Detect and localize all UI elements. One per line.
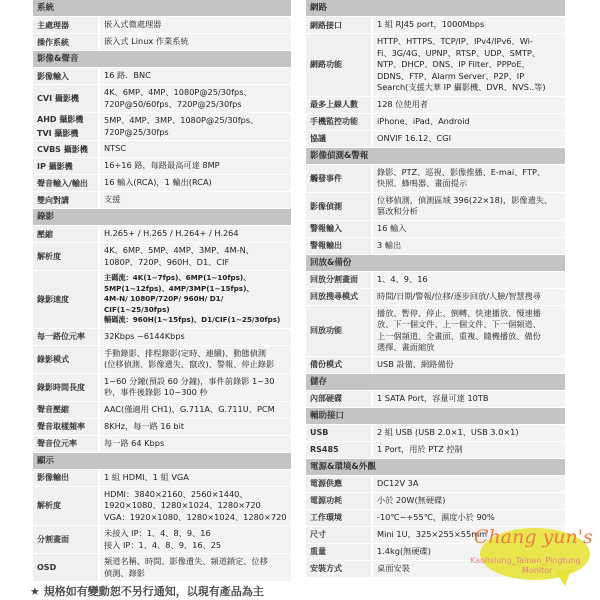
- spec-row: [33, 346, 291, 373]
- spec-value-line: 未接入 IP：1、4、8、9、16: [104, 528, 211, 538]
- spec-row: [33, 554, 291, 581]
- spec-value-line: 16 輸入(RCA)，1 輸出(RCA): [104, 177, 212, 188]
- spec-row: [33, 68, 291, 84]
- spec-value-line: 720P@25/30fps: [104, 126, 169, 137]
- spec-label-cell: [306, 238, 371, 254]
- spec-label-cell: [33, 487, 98, 526]
- spec-value-line: Fi、3G/4G、UPNP、RTSP、UDP、SMTP、: [377, 47, 541, 58]
- spec-value-line: 主碼流：4K(1~7fps)、6MP(1~10fps)、: [104, 273, 251, 282]
- spec-value-cell: [373, 17, 565, 33]
- spec-value-line: 4K、6MP、4MP、1080P@25/30fps、: [104, 87, 252, 97]
- spec-value-line: 嵌入式微處理器: [104, 19, 162, 30]
- spec-row: [33, 374, 291, 401]
- spec-value-line: 16+16 路，每路最高可達 8MP: [104, 160, 220, 171]
- spec-value-line: 錄影、PTZ、巡視、影像推播、E-mai、FTP、: [377, 166, 546, 177]
- watermark-brand: Chang yun's: [474, 526, 593, 548]
- spec-label: 雙向對講: [37, 195, 69, 205]
- spec-label-cell: [306, 17, 371, 33]
- spec-value-line: -10℃~+55℃，濕度小於 90%: [377, 511, 495, 522]
- spec-label-cell: [306, 493, 371, 509]
- spec-row: [306, 221, 565, 237]
- spec-value-line: 16 路．BNC: [104, 70, 151, 81]
- spec-value-line: NTP、DHCP、DNS、IP Filter、PPPoE、: [377, 59, 530, 69]
- watermark-tag: Monitor: [522, 566, 553, 575]
- spec-value-line: 嵌入式 Linux 作業系統: [104, 36, 189, 47]
- spec-label: 尺寸: [310, 530, 326, 539]
- spec-label-cell: [306, 34, 371, 96]
- spec-label-cell: [306, 97, 371, 113]
- spec-label-cell: [306, 165, 371, 192]
- spec-row: [33, 470, 291, 486]
- spec-label: 錄影模式: [37, 354, 69, 364]
- spec-value-line: 偵測、錄影: [104, 567, 145, 578]
- section-header: 回放&備份: [306, 255, 565, 271]
- spec-label: 影像偵測: [310, 201, 342, 211]
- spec-value-line: 接入 IP：1、4、8、9、16、25: [104, 539, 222, 550]
- spec-value-line: 秒，事件後錄影 10~300 秒: [104, 387, 208, 397]
- spec-row: [33, 436, 291, 452]
- spec-row: [33, 17, 291, 33]
- spec-label-cell: [306, 114, 371, 130]
- spec-row: [33, 34, 291, 50]
- spec-value-cell: [100, 419, 291, 435]
- spec-value-line: 8KHz，每一路 16 bit: [104, 420, 185, 431]
- spec-label: 影像輸入: [37, 71, 69, 81]
- spec-row: [33, 192, 291, 208]
- spec-value-line: 1920×1080、1280×1024、1280×720: [104, 500, 261, 510]
- spec-value-line: 1080P、720P、960H、D1、CIF: [104, 256, 230, 267]
- spec-label-cell: [306, 289, 371, 305]
- spec-value-line: 1、4、9、16: [377, 273, 428, 284]
- spec-label-cell: [306, 561, 371, 577]
- spec-value-cell: [100, 243, 291, 270]
- spec-label: 分割畫面: [37, 535, 69, 544]
- spec-label: 聲音壓縮: [37, 405, 69, 414]
- spec-label: 錄影時間長度: [37, 382, 85, 392]
- spec-row: [33, 175, 291, 191]
- spec-value-line: Search(支援大華 IP 攝影機、DVR、NVS..等): [377, 82, 546, 92]
- speech-bubble-tail: [555, 570, 571, 586]
- spec-label: 手機監控功能: [310, 117, 358, 126]
- spec-value-cell: [373, 114, 565, 130]
- spec-row: [306, 131, 565, 147]
- spec-row: [306, 114, 565, 130]
- spec-value-cell: [100, 374, 291, 401]
- spec-label-cell: [306, 442, 371, 458]
- spec-row: [33, 329, 291, 345]
- spec-row: [33, 402, 291, 418]
- spec-label-cell: [306, 391, 371, 407]
- footer-note: ★ 規格如有變動恕不另行通知，以現有產品為主: [30, 585, 264, 598]
- spec-value-cell: [373, 391, 565, 407]
- spec-label-cell: [33, 402, 98, 418]
- spec-label-cell: [33, 158, 98, 174]
- spec-value-line: 上一個頻道、全畫面、重複、隨機播放、備份: [377, 330, 541, 341]
- spec-value-cell: [373, 238, 565, 254]
- spec-label-cell: [33, 243, 98, 270]
- spec-label-cell: [306, 357, 371, 373]
- spec-label-cell: [33, 141, 98, 157]
- spec-row: [306, 357, 565, 373]
- spec-value-line: USB 設備、網路備份: [377, 358, 454, 369]
- spec-label: AHD 攝影機: [37, 115, 84, 125]
- spec-value-cell: [373, 306, 565, 356]
- spec-value-line: 播放、暫停、停止、倒轉、快速播放、慢速播: [377, 307, 541, 318]
- spec-row: [33, 526, 291, 553]
- spec-value-line: 快照、蜂鳴器、畫面提示: [377, 178, 468, 188]
- spec-value-cell: [373, 193, 565, 220]
- spec-label: 網路接口: [310, 20, 342, 30]
- spec-label: TVI 攝影機: [37, 128, 79, 138]
- spec-value-cell: [373, 131, 565, 147]
- spec-label-cell: [306, 544, 371, 560]
- spec-label-cell: [33, 85, 98, 112]
- spec-row: [306, 272, 565, 288]
- spec-row: [306, 391, 565, 407]
- spec-label-cell: [33, 554, 98, 581]
- spec-label: 觸發事件: [310, 173, 342, 183]
- spec-label-cell: [33, 419, 98, 435]
- spec-label: RS485: [310, 445, 339, 454]
- spec-label: USB: [310, 428, 329, 437]
- spec-row: [33, 141, 291, 157]
- spec-value-cell: [100, 85, 291, 112]
- spec-label-cell: [33, 68, 98, 84]
- spec-value-line: 1.4kg(無硬碟): [377, 545, 431, 556]
- spec-value-cell: [100, 554, 291, 581]
- spec-value-cell: [373, 442, 565, 458]
- spec-value-cell: [100, 226, 291, 242]
- spec-row: [306, 425, 565, 441]
- spec-value-cell: [373, 272, 565, 288]
- spec-value-line: AAC(僅適用 CH1)、G.711A、G.711U、PCM: [104, 403, 275, 414]
- spec-row: [306, 238, 565, 254]
- spec-value-cell: [100, 470, 291, 486]
- spec-label: 電源供應: [310, 479, 342, 488]
- spec-value-line: (位移偵測、影像遺失、竄改)、警報、停止錄影: [104, 359, 275, 369]
- section-header: 影像偵測&警報: [306, 148, 565, 164]
- spec-label: CVBS 攝影機: [37, 144, 88, 154]
- section-header: 錄影: [33, 209, 291, 225]
- spec-label-cell: [33, 34, 98, 50]
- spec-label: 備份模式: [310, 360, 342, 369]
- spec-row: [33, 113, 291, 140]
- spec-row: [306, 17, 565, 33]
- spec-value-cell: [100, 17, 291, 33]
- spec-value-line: 720P@50/60fps、720P@25/30fps: [104, 98, 242, 109]
- spec-label: 安裝方式: [310, 564, 342, 573]
- spec-value-line: Mini 1U，325×255×55mm: [377, 528, 488, 539]
- spec-value-cell: [373, 493, 565, 509]
- spec-row: [306, 97, 565, 113]
- spec-value-line: DDNS、FTP、Alarm Server、P2P、IP: [377, 70, 525, 81]
- spec-value-line: 選擇、畫面縮放: [377, 342, 435, 352]
- spec-value-line: DC12V 3A: [377, 477, 419, 488]
- spec-label-cell: [306, 221, 371, 237]
- spec-value-line: 4K、6MP、5MP、4MP、3MP、4M-N、: [104, 245, 254, 255]
- spec-column-left: [33, 0, 291, 582]
- spec-value-cell: [100, 436, 291, 452]
- spec-value-line: 4M-N/ 1080P/720P/ 960H/ D1/ CIF(1~25/30fps): [104, 294, 224, 314]
- spec-row: [306, 493, 565, 509]
- spec-value-line: 時間/日期/警報/位移/逐步回放/人臉/智慧搜尋: [377, 290, 541, 301]
- spec-label: 最多上線人數: [310, 100, 358, 109]
- spec-label: 主處理器: [37, 20, 69, 30]
- spec-label-cell: [33, 113, 98, 140]
- spec-row: [33, 243, 291, 270]
- spec-label: 每一路位元率: [37, 332, 85, 341]
- spec-label-cell: [33, 346, 98, 373]
- spec-row: [33, 158, 291, 174]
- spec-label: 錄影速度: [37, 294, 69, 304]
- spec-value-cell: [100, 192, 291, 208]
- spec-value-line: 放、下一個文件、上一個文件、下一個頻道、: [377, 319, 541, 329]
- spec-row: [306, 34, 565, 96]
- spec-label-cell: [306, 510, 371, 526]
- spec-label-cell: [33, 192, 98, 208]
- spec-value-line: 小於 20W(無硬碟): [377, 494, 446, 505]
- spec-value-cell: [100, 526, 291, 553]
- spec-row: [33, 419, 291, 435]
- spec-value-cell: [100, 68, 291, 84]
- section-header: 系統: [33, 0, 291, 16]
- spec-label: 解析度: [37, 501, 61, 511]
- spec-value-cell: [100, 175, 291, 191]
- spec-label-cell: [306, 425, 371, 441]
- spec-label-cell: [306, 306, 371, 356]
- spec-value-line: 16 輸入: [377, 222, 407, 233]
- spec-label-cell: [306, 476, 371, 492]
- spec-value-line: 128 位使用者: [377, 98, 428, 109]
- spec-label: 影像輸出: [37, 473, 69, 482]
- spec-label-cell: [33, 226, 98, 242]
- section-header: 電源&環境&外觀: [306, 459, 565, 475]
- spec-value-cell: [373, 34, 565, 96]
- spec-label: 網路功能: [310, 60, 342, 70]
- spec-row: [306, 476, 565, 492]
- spec-value-line: 手動錄影、排程錄影(定時、連續)、動態偵測: [104, 347, 266, 358]
- spec-value-line: 每一路 64 Kbps: [104, 437, 165, 448]
- spec-label: 內部硬碟: [310, 394, 342, 403]
- spec-label: OSD: [37, 563, 57, 572]
- section-header: 輔助接口: [306, 408, 565, 424]
- spec-label: 回放搜尋模式: [310, 292, 358, 301]
- spec-label-cell: [306, 272, 371, 288]
- spec-row: [33, 85, 291, 112]
- spec-value-line: 1 SATA Port，容量可達 10TB: [377, 392, 489, 403]
- spec-row: [306, 306, 565, 356]
- spec-label-cell: [33, 374, 98, 401]
- spec-value-line: 3 輸出: [377, 239, 402, 250]
- spec-value-line: 2 組 USB (USB 2.0×1、USB 3.0×1): [377, 426, 519, 437]
- spec-label: IP 攝影機: [37, 161, 73, 171]
- spec-value-line: 1 組 RJ45 port，1000Mbps: [377, 19, 485, 30]
- spec-label: 警報輸入: [310, 224, 342, 233]
- spec-value-cell: [100, 346, 291, 373]
- spec-value-cell: [100, 487, 291, 526]
- spec-label-cell: [33, 17, 98, 33]
- spec-value-line: 32Kbps ~6144Kbps: [104, 330, 185, 341]
- spec-value-cell: [373, 357, 565, 373]
- watermark-region: Kaohsiung_Tainan_Pingtung: [470, 556, 581, 565]
- spec-label: 工作環境: [310, 513, 342, 522]
- spec-value-line: 支援: [104, 194, 121, 205]
- spec-label: 聲音取樣頻率: [37, 422, 85, 431]
- spec-value-line: 桌面安裝: [377, 562, 410, 573]
- spec-value-line: 頻道名稱、時間、影像遺失、頻道鎖定、位移: [104, 556, 268, 566]
- spec-value-cell: [373, 289, 565, 305]
- spec-label-cell: [33, 175, 98, 191]
- spec-value-line: 位移偵測，偵測區域 396(22×18)，影像遺失、: [377, 194, 553, 205]
- spec-label: 聲音輸入/輸出: [37, 178, 88, 188]
- section-header: 影像&聲音: [33, 51, 291, 67]
- spec-value-cell: [100, 34, 291, 50]
- spec-label: 壓縮: [37, 229, 53, 239]
- spec-value-cell: [100, 158, 291, 174]
- spec-row: [33, 271, 291, 328]
- spec-row: [306, 193, 565, 220]
- spec-row: [306, 442, 565, 458]
- spec-label: 協議: [310, 134, 326, 143]
- spec-row: [33, 226, 291, 242]
- spec-value-cell: [100, 141, 291, 157]
- section-header: 網路: [306, 0, 565, 16]
- spec-label: CVI 攝影機: [37, 94, 79, 103]
- spec-value-line: iPhone、iPad、Android: [377, 115, 470, 126]
- spec-value-line: 1 組 HDMI、1 組 VGA: [104, 471, 189, 482]
- spec-value-line: 篡改和分析: [377, 206, 418, 216]
- spec-value-cell: [373, 425, 565, 441]
- spec-value-cell: [100, 329, 291, 345]
- spec-value-cell: [100, 271, 291, 328]
- spec-label-cell: [33, 526, 98, 553]
- spec-column-right: [306, 0, 565, 578]
- spec-label: 解析度: [37, 252, 61, 261]
- spec-label: 重量: [310, 547, 326, 556]
- spec-label: 回放分割畫面: [310, 275, 358, 284]
- spec-label: 操作系統: [37, 37, 69, 47]
- watermark-logo: [470, 522, 595, 592]
- section-header: 儲存: [306, 374, 565, 390]
- spec-row: [33, 487, 291, 526]
- spec-value-line: 1~60 分鐘(預設 60 分鐘)，事件前錄影 1~30: [104, 375, 275, 386]
- spec-label-cell: [306, 527, 371, 543]
- spec-label-cell: [33, 271, 98, 328]
- spec-label-cell: [306, 193, 371, 220]
- spec-value-cell: [373, 165, 565, 192]
- spec-value-line: 5MP(1~12fps)、4MP/3MP(1~15fps)、: [104, 283, 254, 293]
- spec-row: [306, 289, 565, 305]
- spec-value-line: 1 Port，用於 PTZ 控制: [377, 443, 463, 454]
- spec-value-line: HDMI：3840×2160、2560×1440、: [104, 488, 248, 499]
- spec-value-line: VGA：1920×1080、1280×1024、1280×720: [104, 511, 287, 522]
- spec-label-cell: [306, 131, 371, 147]
- spec-value-line: 5MP、4MP、3MP、1080P@25/30fps、: [104, 115, 259, 125]
- spec-label-cell: [33, 436, 98, 452]
- spec-label: 警報輸出: [310, 241, 342, 250]
- spec-row: [306, 165, 565, 192]
- spec-label: 電源功耗: [310, 496, 342, 505]
- spec-label: 回放功能: [310, 326, 342, 335]
- spec-value-line: HTTP、HTTPS、TCP/IP、IPv4/IPv6、Wi-: [377, 36, 533, 46]
- spec-value-line: H.265+ / H.265 / H.264+ / H.264: [104, 228, 239, 239]
- section-header: 顯示: [33, 453, 291, 469]
- spec-label-cell: [33, 470, 98, 486]
- spec-value-line: 輔碼流：960H(1~15fps)、D1/CIF(1~25/30fps): [104, 315, 281, 324]
- spec-value-cell: [373, 476, 565, 492]
- spec-label-cell: [33, 329, 98, 345]
- spec-value-cell: [373, 221, 565, 237]
- spec-value-line: ONVIF 16.12、CGI: [377, 132, 451, 143]
- spec-value-cell: [100, 402, 291, 418]
- spec-value-cell: [373, 97, 565, 113]
- spec-value-cell: [100, 113, 291, 140]
- spec-label: 聲音位元率: [37, 439, 77, 448]
- spec-value-line: NTSC: [104, 143, 127, 154]
